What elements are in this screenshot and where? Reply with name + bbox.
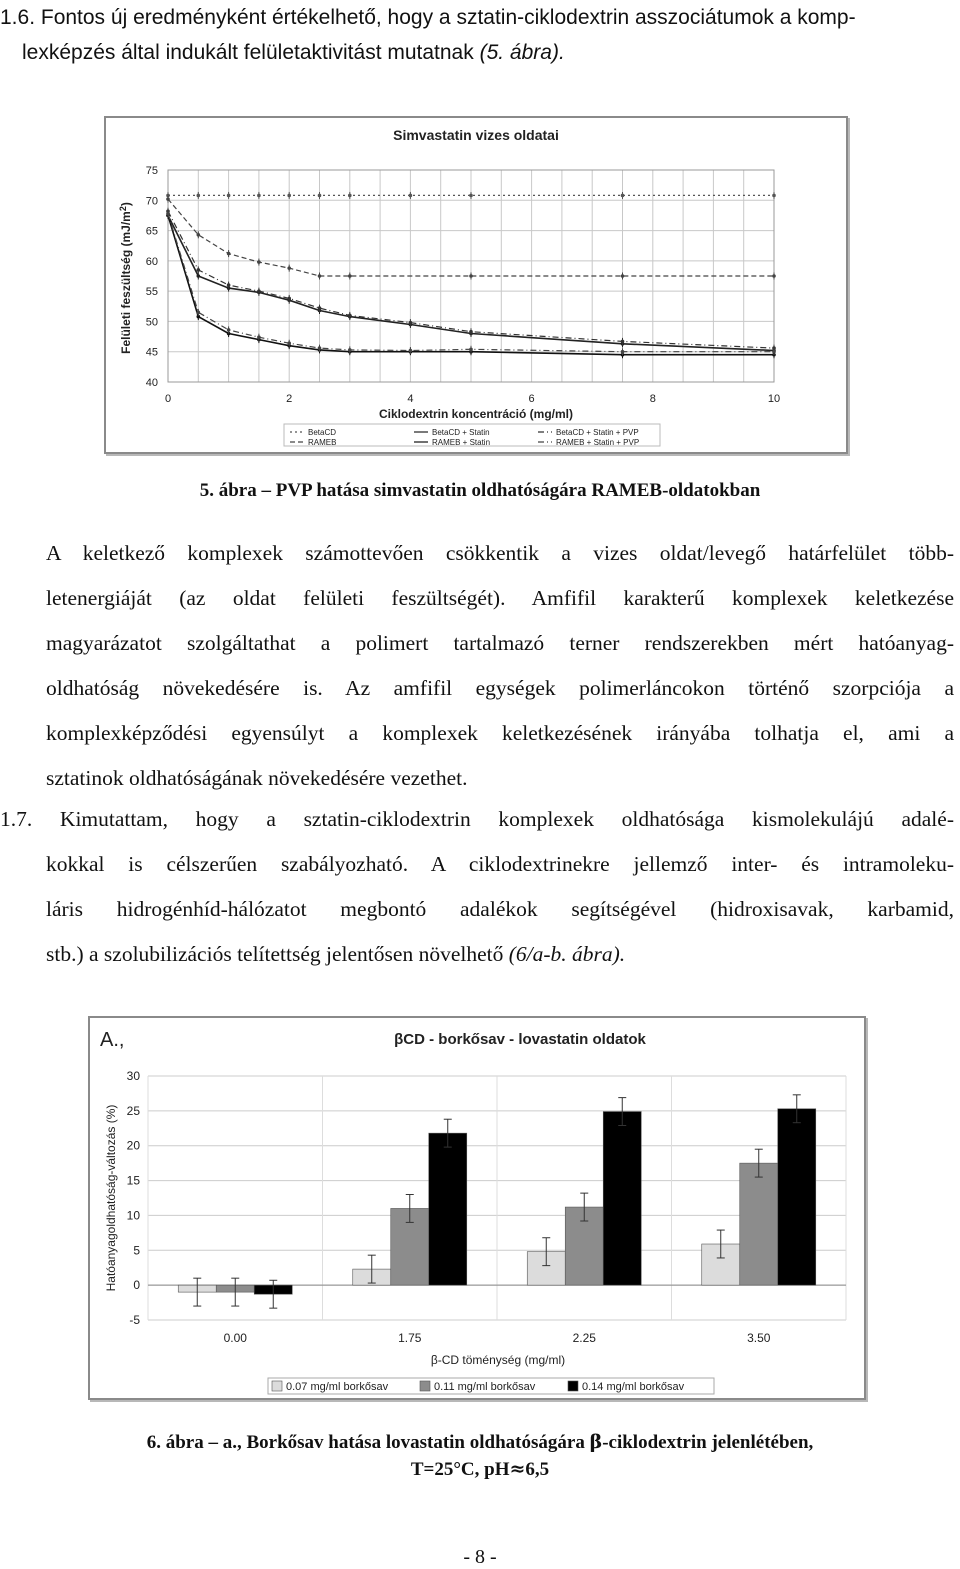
data-point <box>469 347 473 351</box>
legend-label: 0.07 mg/ml borkősav <box>286 1381 389 1393</box>
x-axis-label: Ciklodextrin koncentráció (mg/ml) <box>378 407 574 421</box>
data-point <box>227 328 231 332</box>
data-point <box>348 348 352 352</box>
figure-reference: (5. ábra). <box>479 41 565 64</box>
data-point <box>287 297 291 301</box>
page-number: - 8 - <box>463 1546 497 1568</box>
y-tick-label: 20 <box>126 1138 140 1153</box>
legend-label: 0.11 mg/ml borkősav <box>434 1381 536 1393</box>
chart-legend <box>284 424 660 447</box>
bar <box>778 1109 816 1285</box>
data-point <box>197 233 201 237</box>
heading-line-2 <box>0 35 960 70</box>
paragraph-1-line: sztatinok oldhatóságának növekedésére vezethet. <box>46 766 468 790</box>
figure-reference: (6/a-b. ábra). <box>508 942 626 966</box>
y-tick-label: -5 <box>129 1313 140 1327</box>
approx-symbol: ≈ <box>509 1458 526 1480</box>
caption-6-text: 6. ábra – a., Borkősav hatása lovastatin oldhatóságára <box>146 1432 590 1453</box>
paragraph-1-line: komplexképződési egyensúlyt a komplexek keletkezésének irányába tolhatja el, ami a <box>46 721 954 745</box>
y-axis-label-close: ) <box>119 202 133 207</box>
paragraph-1-line: magyarázatot szolgáltathat a polimert tartalmazó terner rendszerekben mért hatóanyag- <box>46 631 954 655</box>
y-axis-label <box>118 202 133 354</box>
y-tick-label: 0 <box>133 1278 140 1293</box>
paragraph-2-line: láris hidrogénhíd-hálózatot megbontó adalékok segítségével (hidroxisavak, karbamid, <box>46 897 954 921</box>
x-tick-labels <box>165 393 780 405</box>
caption-6-text: 6,5 <box>525 1459 550 1480</box>
data-point <box>318 346 322 350</box>
y-tick-label: 60 <box>145 255 158 268</box>
caption-6-line-2 <box>0 1456 960 1483</box>
data-point <box>469 194 473 198</box>
legend-swatch <box>272 1381 282 1391</box>
data-point <box>318 194 322 198</box>
legend-swatch <box>568 1381 578 1391</box>
x-tick-label: 3.50 <box>747 1331 771 1345</box>
data-point <box>197 311 201 315</box>
chart-title: βCD - borkősav - lovastatin oldatok <box>394 1031 646 1048</box>
y-tick-label: 30 <box>126 1069 140 1083</box>
y-tick-label: 5 <box>133 1243 140 1258</box>
data-point <box>257 335 261 339</box>
y-tick-label: 25 <box>126 1103 140 1118</box>
x-tick-label: 0.00 <box>223 1331 247 1345</box>
paragraph-2-line-text: stb.) a szolubilizációs telítettség jelentősen növelhető <box>46 942 509 966</box>
data-point <box>318 274 322 278</box>
x-tick-labels <box>224 1331 771 1345</box>
legend-label: 0.14 mg/ml borkősav <box>582 1381 685 1393</box>
y-tick-label: 10 <box>126 1208 140 1223</box>
caption-6-text: -ciklodextrin jelenlétében, <box>602 1432 814 1453</box>
data-point <box>621 340 625 344</box>
paragraph-1-7 <box>0 797 954 977</box>
data-point <box>621 350 625 354</box>
caption-6-line-1 <box>0 1429 960 1456</box>
legend-label: BetaCD + Statin <box>432 428 490 437</box>
legend-label: RAMEB <box>308 438 337 447</box>
data-point <box>287 266 291 270</box>
data-point <box>197 274 201 278</box>
x-tick-label: 0 <box>164 393 172 405</box>
data-point <box>772 350 776 354</box>
paragraph-2-line: kokkal is célszerűen szabályozható. A ciklodextrinekre jellemző inter- és intramoleku- <box>46 852 954 876</box>
figure-6-svg <box>90 1018 864 1398</box>
x-tick-label: 2 <box>286 393 293 405</box>
y-tick-label: 45 <box>145 346 158 359</box>
data-point <box>772 274 776 278</box>
figure-6-bar-chart <box>88 1016 866 1400</box>
bar <box>740 1163 778 1285</box>
y-tick-label: 65 <box>145 225 158 238</box>
figure-6-caption <box>0 1429 960 1483</box>
data-point <box>318 306 322 310</box>
data-point <box>287 341 291 345</box>
x-tick-label: 6 <box>528 393 535 405</box>
data-point <box>409 194 413 198</box>
figure-5-line-chart <box>104 116 848 454</box>
y-tick-label: 50 <box>145 316 158 329</box>
data-point <box>621 194 625 198</box>
data-point <box>348 274 352 278</box>
paragraph-1-line: letenergiáját (az oldat felületi feszültségét). Amfifil karakterű komplexek keletkezése <box>46 586 954 610</box>
y-tick-label: 40 <box>145 377 158 389</box>
panel-label: A., <box>100 1029 125 1051</box>
data-point <box>166 197 170 201</box>
y-axis-label-text: Felületi feszültség (mJ/m <box>119 211 133 354</box>
y-tick-label: 55 <box>145 286 158 299</box>
caption-5-text: PVP hatása simvastatin oldhatóságára RAMEB-oldatokban <box>275 480 761 501</box>
figure-5-caption <box>0 478 960 504</box>
x-tick-label: 8 <box>649 393 656 405</box>
y-axis-label: Hatóanyagoldhatóság-változás (%) <box>104 1104 118 1292</box>
legend-label: RAMEB + Statin <box>432 438 491 447</box>
heading-line-2-text: lexképzés által indukált felületaktivitást mutatnak <box>22 41 480 64</box>
figure-5-svg <box>106 118 846 452</box>
section-heading-1-6 <box>0 0 960 70</box>
data-point <box>772 194 776 198</box>
x-tick-label: 10 <box>767 393 781 405</box>
data-point <box>287 194 291 198</box>
data-point <box>227 194 231 198</box>
legend-label: BetaCD <box>308 428 337 437</box>
data-point <box>166 212 170 216</box>
paragraph-2-line <box>0 932 954 977</box>
legend-label: RAMEB + Statin + PVP <box>556 438 640 447</box>
paragraph-1-line: A keletkező komplexek számottevően csökkentik a vizes oldat/levegő határfelület több- <box>46 541 954 565</box>
legend-label: BetaCD + Statin + PVP <box>556 428 639 437</box>
data-point <box>348 194 352 198</box>
x-tick-label: 2.25 <box>572 1331 596 1345</box>
y-tick-labels <box>127 1069 141 1327</box>
data-point <box>257 194 261 198</box>
data-point <box>197 268 201 272</box>
caption-5-prefix: 5. ábra – <box>199 480 276 501</box>
data-point <box>227 252 231 256</box>
paragraph-1 <box>46 531 954 801</box>
data-point <box>469 274 473 278</box>
data-point <box>257 260 261 264</box>
data-point <box>197 194 201 198</box>
x-axis-label: β-CD töménység (mg/ml) <box>430 1353 566 1367</box>
data-point <box>348 314 352 318</box>
y-axis-label-superscript: 2 <box>118 206 128 212</box>
data-point <box>227 283 231 287</box>
y-tick-label: 15 <box>126 1173 140 1188</box>
y-tick-label: 75 <box>145 165 158 177</box>
heading-line-1: 1.6. Fontos új eredményként értékelhető, hogy a sztatin-ciklodextrin asszociátumok a komp- <box>0 6 856 29</box>
paragraph-1-line: oldhatóság növekedésére is. Az amfifil egységek polimerláncokon történő szorpciója a <box>46 676 954 700</box>
bar <box>603 1112 641 1286</box>
data-point <box>409 321 413 325</box>
data-point <box>409 349 413 353</box>
x-tick-label: 1.75 <box>398 1331 422 1345</box>
data-point <box>469 330 473 334</box>
legend-swatch <box>420 1381 430 1391</box>
y-tick-labels <box>146 165 158 389</box>
chart-title: Simvastatin vizes oldatai <box>393 127 559 143</box>
x-tick-label: 4 <box>407 393 414 405</box>
paragraph-2-line: 1.7. Kimutattam, hogy a sztatin-ciklodextrin komplexek oldhatósága kismolekulájú adalé- <box>0 807 954 831</box>
data-point <box>621 274 625 278</box>
y-tick-label: 70 <box>145 195 158 208</box>
beta-symbol: β <box>589 1431 603 1453</box>
chart-legend <box>268 1378 714 1394</box>
caption-6-text: T=25°C, pH <box>410 1459 510 1480</box>
data-point <box>257 289 261 293</box>
bar <box>429 1133 467 1285</box>
